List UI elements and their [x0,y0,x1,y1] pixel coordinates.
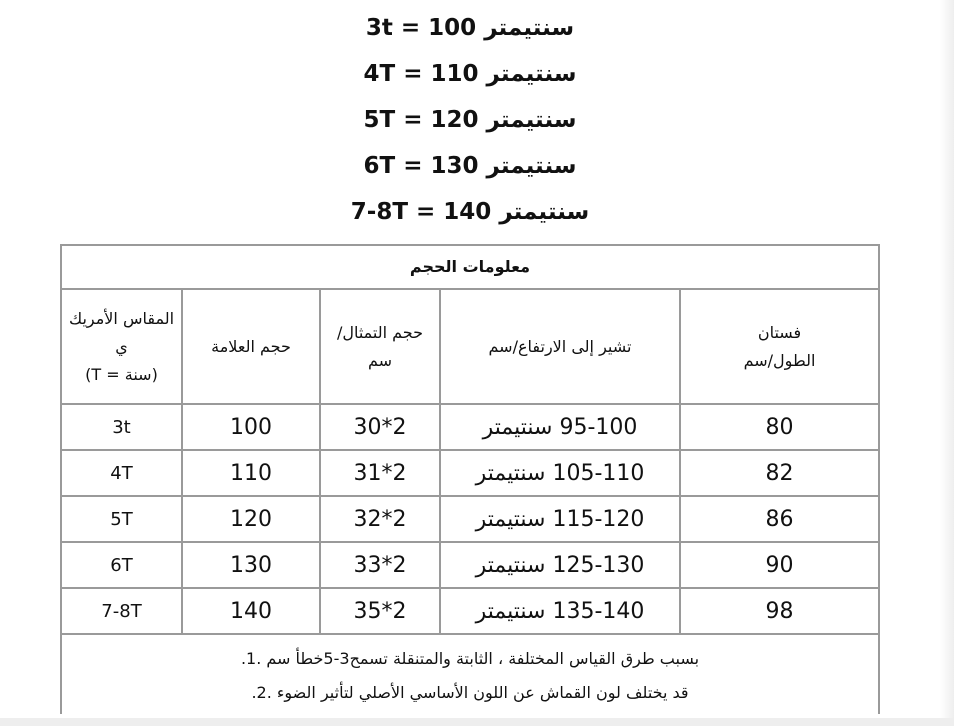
cell-model-size: 32*2 [320,496,440,542]
cell-us-size: 6T [62,542,182,588]
note-measurement-error: .بسبب طرق القياس المختلفة ، الثابتة والمتنقلة تسمح3-5خطأ سم .1 [240,649,700,668]
cell-height: 105-110 سنتيمتر [440,450,680,496]
cell-dress-length: 98 [680,588,878,634]
cell-height: 115-120 سنتيمتر [440,496,680,542]
size-notes [62,642,878,710]
size-summary [0,8,940,238]
cell-dress-length: 82 [680,450,878,496]
cell-label-size: 140 [182,588,320,634]
table-row [62,588,878,634]
header-us-size: المقاس الأمريك ي (سنة = T) [62,290,182,404]
cell-dress-length: 80 [680,404,878,450]
cell-label-size: 120 [182,496,320,542]
size-line: 4T = 110 سنتيمتر [363,61,577,87]
cell-model-size: 33*2 [320,542,440,588]
size-line: 5T = 120 سنتيمتر [363,107,577,133]
cell-model-size: 31*2 [320,450,440,496]
size-table [62,290,878,635]
cell-us-size: 5T [62,496,182,542]
cell-model-size: 35*2 [320,588,440,634]
table-row [62,404,878,450]
size-line: 6T = 130 سنتيمتر [363,153,577,179]
cell-height: 125-130 سنتيمتر [440,542,680,588]
cell-dress-length: 86 [680,496,878,542]
cell-height: 95-100 سنتيمتر [440,404,680,450]
table-row [62,542,878,588]
header-dress-length: فستان الطول/سم [680,290,878,404]
table-row [62,450,878,496]
size-chart-title: معلومات الحجم [62,246,878,290]
size-line: 7-8T = 140 سنتيمتر [350,199,590,225]
header-height: تشير إلى الارتفاع/سم [440,290,680,404]
cell-us-size: 7-8T [62,588,182,634]
cell-dress-length: 90 [680,542,878,588]
note-fabric-color: .قد يختلف لون القماش عن اللون الأساسي الأصلي لتأثير الضوء .2 [251,683,689,702]
header-model-size: حجم التمثال/ سم [320,290,440,404]
cell-us-size: 4T [62,450,182,496]
cell-us-size: 3t [62,404,182,450]
table-row [62,496,878,542]
cell-model-size: 30*2 [320,404,440,450]
cell-label-size: 110 [182,450,320,496]
table-header-row [62,290,878,404]
size-chart [60,244,880,714]
cell-height: 135-140 سنتيمتر [440,588,680,634]
cell-label-size: 100 [182,404,320,450]
size-line: 3t = 100 سنتيمتر [365,15,575,41]
header-label-size: حجم العلامة [182,290,320,404]
page-bottom-edge [0,718,954,726]
page-edge-shadow [940,0,954,726]
cell-label-size: 130 [182,542,320,588]
